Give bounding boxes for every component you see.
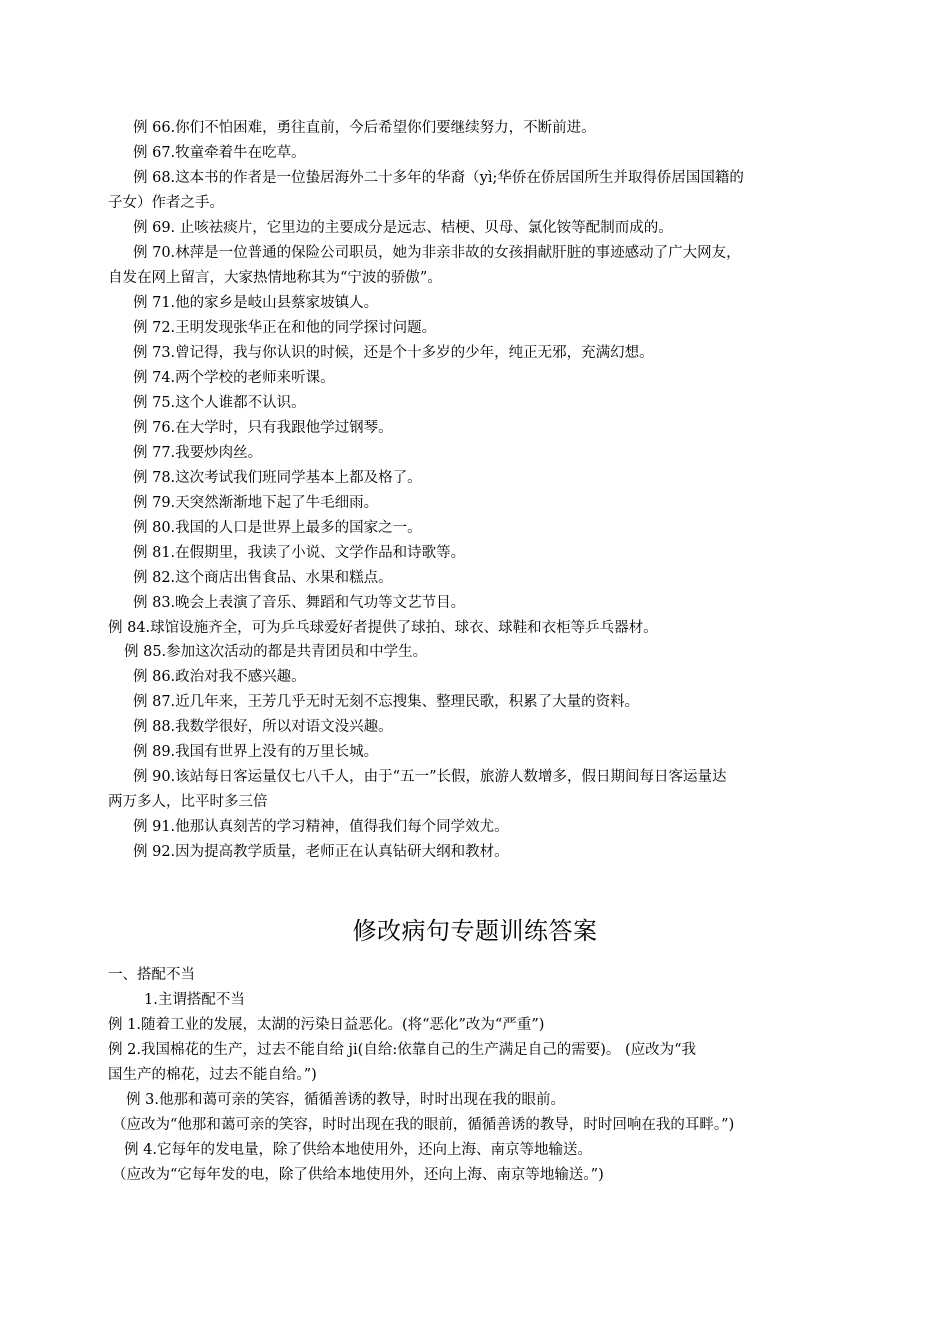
example-88: 例 88.我数学很好，所以对语文没兴趣。 [133, 719, 393, 735]
example-90: 例 90.该站每日客运量仅七八千人，由于“五一”长假，旅游人数增多，假日期间每日客运量达 [133, 769, 727, 785]
answer-example-2-continued: 国生产的棉花，过去不能自给。”) [108, 1067, 317, 1083]
section-heading-collocation: 一、搭配不当 [108, 967, 195, 983]
answer-example-4: 例 4.它每年的发电量，除了供给本地使用外，还向上海、南京等地输送。 [124, 1142, 592, 1158]
answer-example-4-correction: （应改为“它每年发的电，除了供给本地使用外，还向上海、南京等地输送。”) [112, 1167, 604, 1183]
example-79: 例 79.天突然渐渐地下起了牛毛细雨。 [133, 495, 379, 511]
example-69: 例 69. 止咳祛痰片，它里边的主要成分是远志、桔梗、贝母、氯化铵等配制而成的。 [133, 220, 673, 236]
example-70-continued: 自发在网上留言，大家热情地称其为“宁波的骄傲”。 [108, 270, 442, 286]
example-83: 例 83.晚会上表演了音乐、舞蹈和气功等文艺节目。 [133, 595, 466, 611]
answer-example-3: 例 3.他那和蔼可亲的笑容，循循善诱的教导，时时出现在我的眼前。 [126, 1092, 565, 1108]
example-71: 例 71.他的家乡是岐山县蔡家坡镇人。 [133, 295, 379, 311]
subsection-heading-subject-predicate: 1.主谓搭配不当 [144, 992, 245, 1008]
example-70: 例 70.林萍是一位普通的保险公司职员，她为非亲非故的女孩捐献肝脏的事迹感动了广大网友， [133, 245, 741, 261]
example-87: 例 87.近几年来，王芳几乎无时无刻不忘搜集、整理民歌，积累了大量的资料。 [133, 694, 640, 710]
answer-example-1: 例 1.随着工业的发展，太湖的污染日益恶化。(将“恶化”改为“严重”) [108, 1017, 545, 1033]
example-84: 例 84.球馆设施齐全，可为乒乓球爱好者提供了球拍、球衣、球鞋和衣柜等乒乓器材。 [108, 620, 658, 636]
example-76: 例 76.在大学时，只有我跟他学过钢琴。 [133, 420, 393, 436]
example-86: 例 86.政治对我不感兴趣。 [133, 669, 306, 685]
answer-example-2: 例 2.我国棉花的生产，过去不能自给 ji(自给:依靠自己的生产满足自己的需要)。 (应改为“我 [108, 1042, 697, 1058]
example-81: 例 81.在假期里，我读了小说、文学作品和诗歌等。 [133, 545, 466, 561]
example-68: 例 68.这本书的作者是一位蛰居海外二十多年的华裔（yì;华侨在侨居国所生并取得侨居国国籍的 [133, 170, 744, 186]
example-90-continued: 两万多人，比平时多三倍 [108, 794, 268, 810]
example-73: 例 73.曾记得，我与你认识的时候，还是个十多岁的少年，纯正无邪，充满幻想。 [133, 345, 654, 361]
example-67: 例 67.牧童牵着牛在吃草。 [133, 145, 306, 161]
example-80: 例 80.我国的人口是世界上最多的国家之一。 [133, 520, 422, 536]
example-66: 例 66.你们不怕困难，勇往直前，今后希望你们要继续努力，不断前进。 [133, 120, 596, 136]
example-72: 例 72.王明发现张华正在和他的同学探讨问题。 [133, 320, 437, 336]
example-74: 例 74.两个学校的老师来听课。 [133, 370, 335, 386]
example-91: 例 91.他那认真刻苦的学习精神，值得我们每个同学效尤。 [133, 819, 509, 835]
example-77: 例 77.我要炒肉丝。 [133, 445, 263, 461]
example-68-continued: 子女）作者之手。 [108, 195, 224, 211]
example-85: 例 85.参加这次活动的都是共青团员和中学生。 [124, 644, 428, 660]
example-92: 例 92.因为提高教学质量，老师正在认真钻研大纲和教材。 [133, 844, 509, 860]
answers-title: 修改病句专题训练答案 [352, 917, 598, 945]
example-75: 例 75.这个人谁都不认识。 [133, 395, 306, 411]
answer-example-3-correction: （应改为“他那和蔼可亲的笑容，时时出现在我的眼前，循循善诱的教导，时时回响在我的耳畔。”) [112, 1117, 735, 1133]
example-89: 例 89.我国有世界上没有的万里长城。 [133, 744, 379, 760]
example-82: 例 82.这个商店出售食品、水果和糕点。 [133, 570, 393, 586]
example-78: 例 78.这次考试我们班同学基本上都及格了。 [133, 470, 422, 486]
